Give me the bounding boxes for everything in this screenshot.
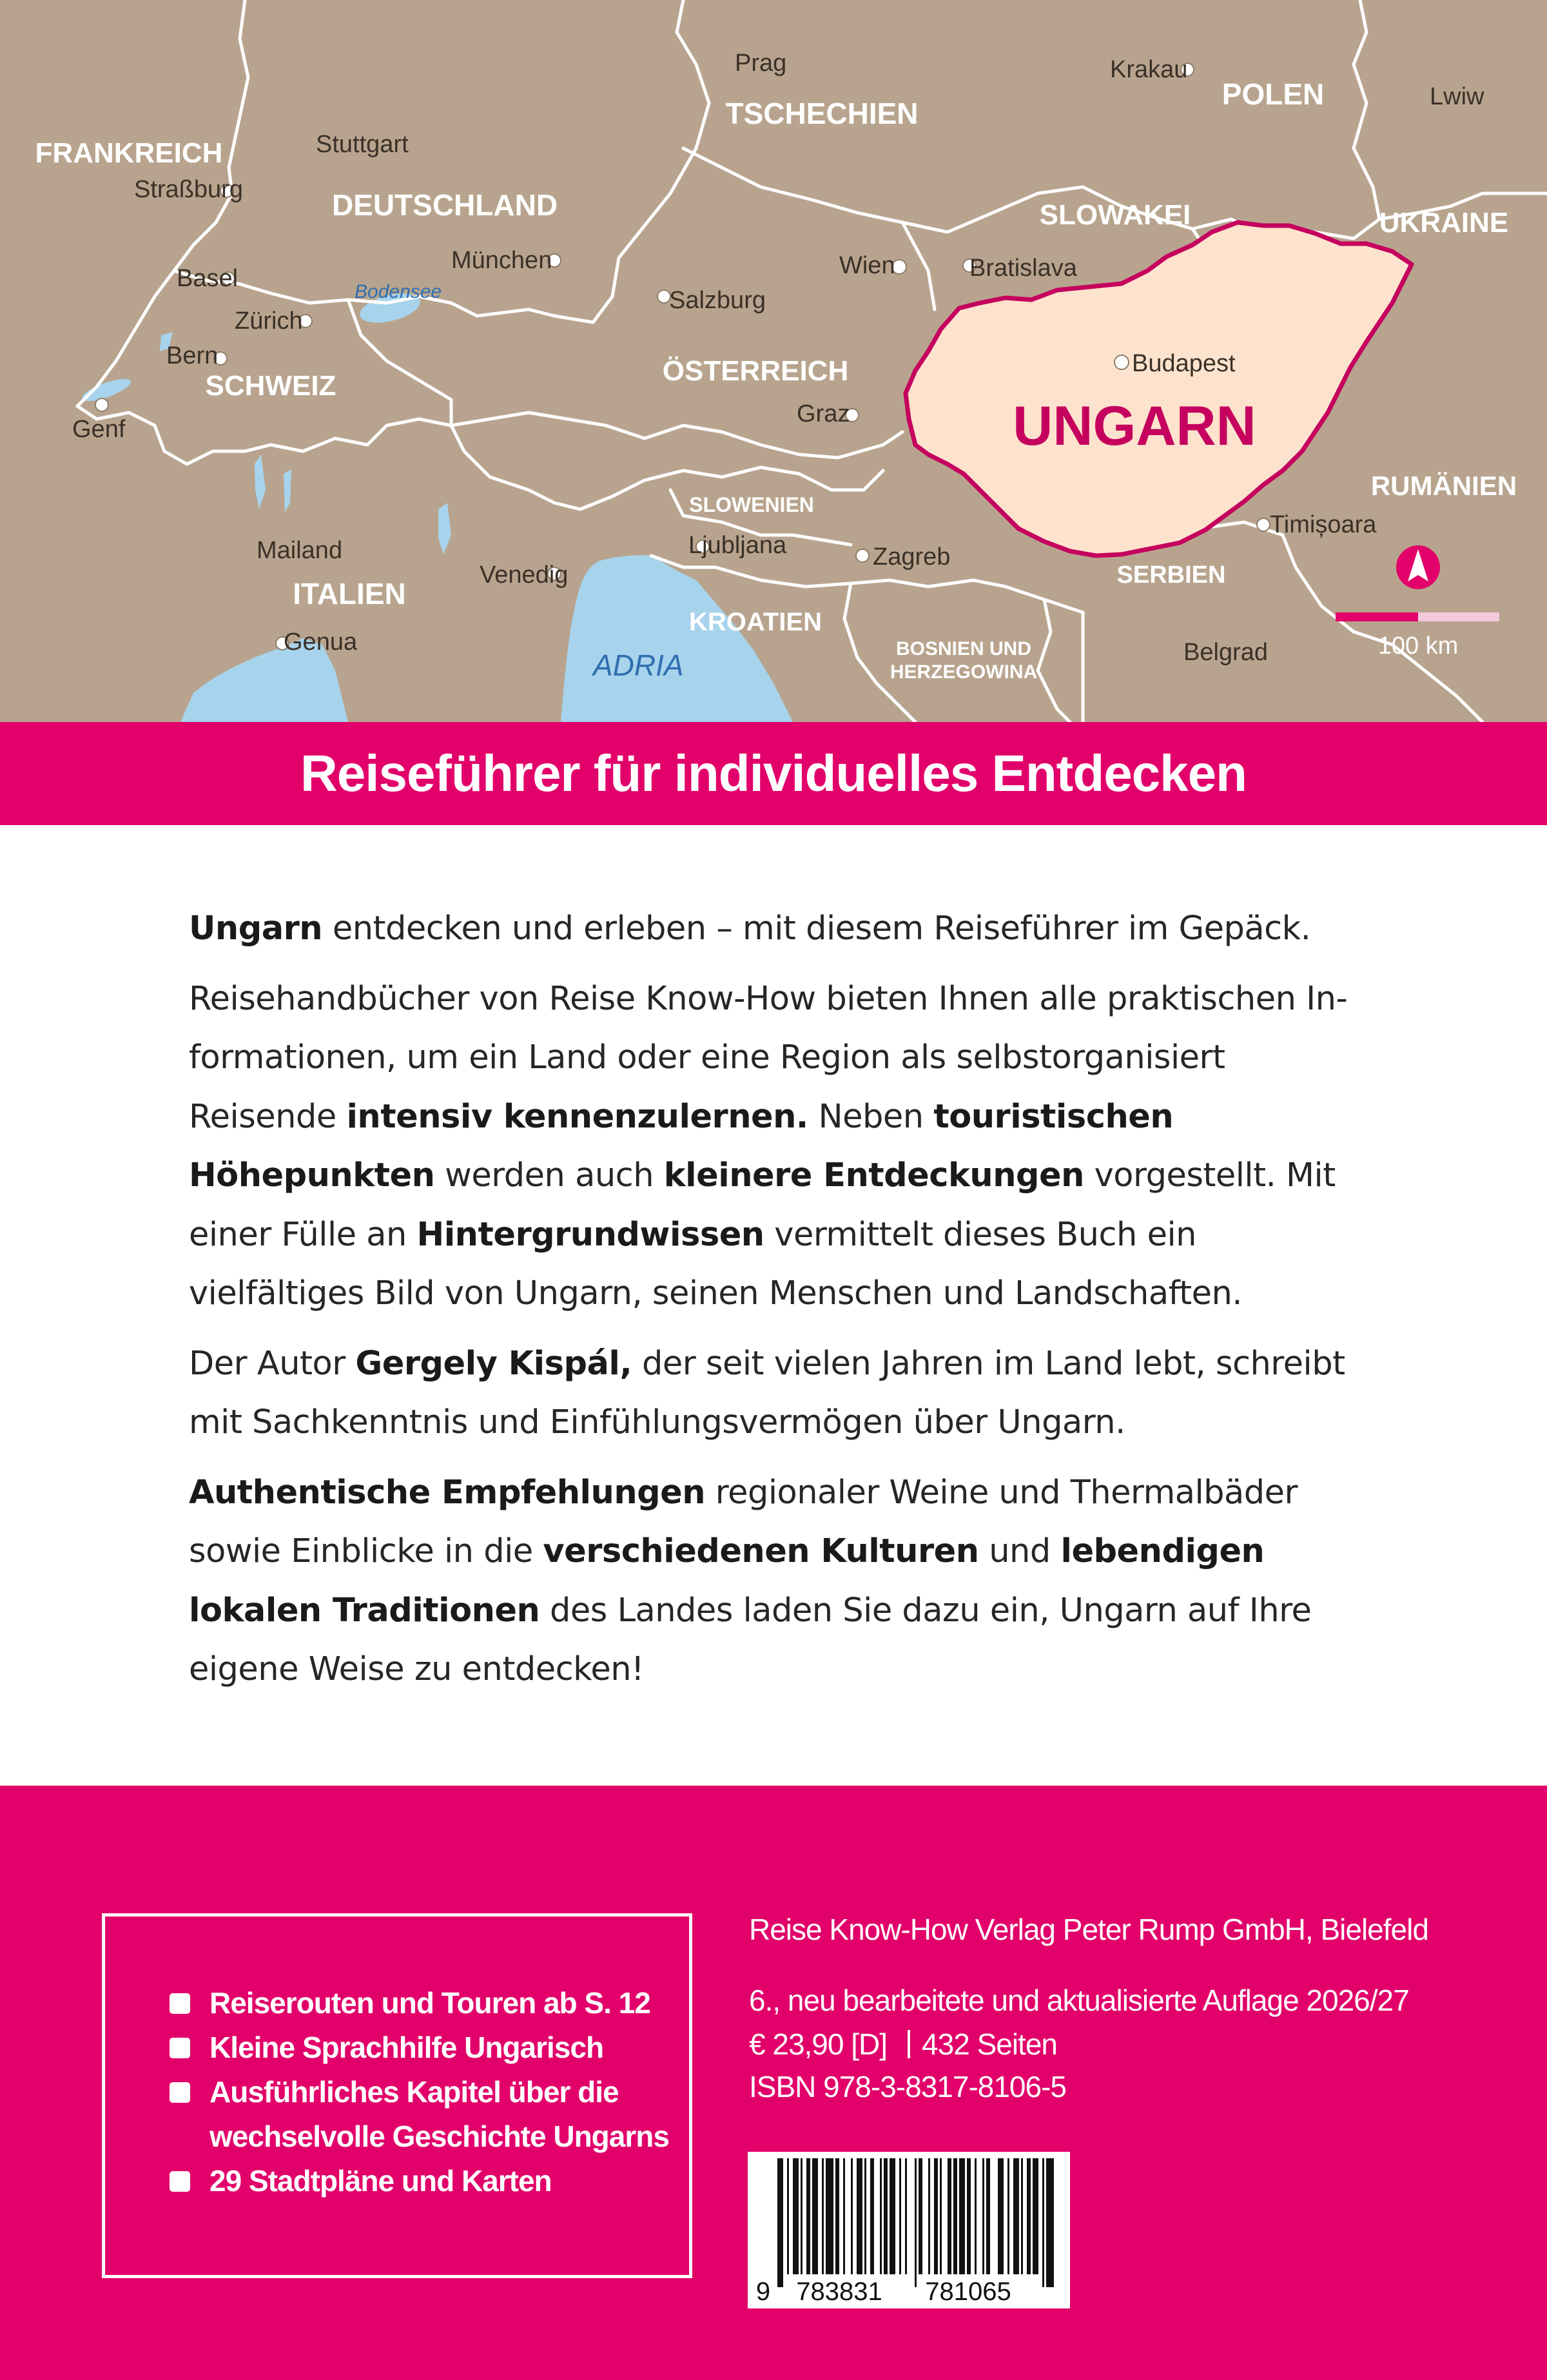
country-label: TSCHECHIEN	[725, 97, 919, 130]
barcode-bar	[806, 2158, 810, 2274]
country-label: SCHWEIZ	[205, 370, 336, 402]
bold-phrase: Hintergrundwissen	[416, 1215, 764, 1254]
city-label: Krakau	[1110, 56, 1188, 83]
country-label: ÖSTERREICH	[662, 355, 849, 387]
country-label: HERZEGOWINA	[890, 661, 1038, 683]
barcode-bar	[1021, 2158, 1023, 2274]
country-label: BOSNIEN UND	[895, 638, 1032, 659]
country-label: UKRAINE	[1379, 207, 1509, 239]
text-run: regionaler Weine und Thermalbäder sowie Einblicke in die	[189, 1473, 1298, 1570]
barcode-bar	[884, 2158, 888, 2274]
city-label: Lwiw	[1430, 83, 1484, 110]
square-bullet-icon	[170, 1993, 190, 2014]
city-label: Graz	[797, 400, 850, 427]
barcode-bar	[1033, 2158, 1038, 2274]
isbn: ISBN 978-3-8317-8106-5	[749, 2070, 1066, 2103]
water-label-adria: ADRIA	[593, 649, 684, 682]
barcode-bar	[835, 2158, 839, 2274]
feature-label: 29 Stadtpläne und Karten	[209, 2164, 552, 2198]
barcode-bar	[826, 2158, 833, 2274]
description	[189, 899, 1349, 1710]
city-label: Bratislava	[969, 255, 1077, 282]
city-label: Mailand	[257, 537, 343, 564]
edition-info: 6., neu bearbeitete und aktualisierte Auflage 2026/27	[749, 1984, 1409, 2017]
feature-item	[170, 2159, 669, 2203]
feature-item-continued	[170, 2114, 669, 2159]
text-run: werden auch	[434, 1156, 664, 1195]
city-label: München	[451, 247, 552, 274]
square-bullet-icon	[170, 2038, 190, 2058]
barcode-bar	[857, 2158, 862, 2274]
city-label: Basel	[177, 265, 238, 292]
city-label: Stuttgart	[316, 131, 409, 158]
text-run: vermittelt dieses Buch ein vielfältiges Bild von Ungarn, seinen Menschen und Landschaften.	[189, 1215, 1243, 1312]
north-arrow-icon	[1396, 545, 1440, 589]
city-label: Salzburg	[669, 287, 766, 314]
feature-item	[170, 2070, 669, 2114]
barcode-bar	[851, 2158, 853, 2274]
barcode-bar	[1027, 2158, 1031, 2274]
feature-label: Reiserouten und Touren ab S. 12	[209, 1986, 650, 2020]
barcode-graphic	[748, 2152, 1070, 2308]
barcode-bar	[919, 2158, 922, 2274]
barcode-bar	[1007, 2158, 1009, 2274]
paragraph	[189, 899, 1349, 959]
barcode-bar	[864, 2158, 866, 2274]
footer-band	[0, 1786, 1547, 2380]
paragraph	[189, 1463, 1349, 1699]
city-label: Venedig	[480, 561, 569, 589]
barcode-bar	[975, 2158, 977, 2274]
barcode-bar	[793, 2158, 799, 2274]
barcode-bar	[812, 2158, 818, 2274]
city-label: Zagreb	[873, 543, 951, 571]
bold-phrase: Gergely Kispál,	[355, 1344, 632, 1383]
country-label: FRANKREICH	[35, 137, 223, 169]
text-run: entdecken und erleben – mit diesem Reiseführer im Gepäck.	[322, 910, 1311, 948]
text-run: und	[978, 1532, 1061, 1570]
barcode-bar	[880, 2158, 882, 2274]
scale-bar	[1336, 612, 1499, 621]
barcode-bar	[1013, 2158, 1019, 2274]
barcode-digits: 781065	[925, 2278, 1011, 2306]
country-label: SLOWAKEI	[1039, 199, 1191, 231]
barcode-bar	[948, 2158, 951, 2274]
bold-phrase: lebendigen lokalen Traditionen	[189, 1532, 1265, 1630]
barcode-bar	[822, 2158, 824, 2274]
barcode-bar	[915, 2158, 917, 2287]
barcode-digit: 9	[755, 2278, 771, 2306]
publisher-name: Reise Know-How Verlag Peter Rump GmbH, Bielefeld	[749, 1913, 1428, 1946]
page-count: 432 Seiten	[922, 2027, 1058, 2061]
country-label: SERBIEN	[1116, 561, 1226, 589]
square-bullet-icon	[170, 2082, 190, 2103]
bold-phrase: touristischen Höhepunkten	[189, 1097, 1174, 1195]
text-run: Der Autor	[189, 1344, 356, 1383]
region-map	[0, 0, 1547, 722]
country-label-ungarn: UNGARN	[1013, 395, 1256, 457]
barcode-bar	[1042, 2158, 1044, 2287]
barcode-digits: 783831	[796, 2278, 882, 2306]
barcode-bar	[986, 2158, 990, 2274]
country-label: RUMÄNIEN	[1370, 471, 1517, 501]
city-label: Zürich	[235, 307, 303, 335]
scale-label: 100 km	[1377, 632, 1459, 659]
city-label: Belgrad	[1183, 639, 1268, 666]
bold-phrase: Ungarn	[189, 910, 323, 948]
barcode-bar	[928, 2158, 930, 2274]
barcode-bar	[959, 2158, 965, 2274]
city-label: Prag	[735, 50, 787, 77]
city-label: Budapest	[1132, 350, 1236, 377]
barcode-bar	[934, 2158, 938, 2274]
country-label: SLOWENIEN	[689, 493, 814, 516]
barcode-bar	[890, 2158, 895, 2274]
barcode-bar	[801, 2158, 803, 2274]
bold-phrase: verschiedenen Kulturen	[543, 1532, 979, 1570]
tagline-band	[0, 722, 1547, 825]
barcode-bar	[870, 2158, 874, 2274]
city-label: Timișoara	[1270, 511, 1377, 538]
city-label: Straßburg	[134, 176, 243, 203]
barcode-bar	[953, 2158, 957, 2274]
feature-item	[170, 2025, 669, 2070]
barcode-bar	[777, 2158, 783, 2287]
barcode-bar	[843, 2158, 845, 2274]
barcode-bar	[905, 2158, 907, 2274]
city-label: Bern	[166, 342, 219, 369]
text-run: des Landes laden Sie dazu ein, Ungarn auf Ihre eigene Weise zu entdecken!	[189, 1591, 1312, 1688]
barcode-bar	[998, 2158, 1004, 2274]
barcode-bar	[1046, 2158, 1054, 2287]
text-run: Reisehandbücher von Reise Know-How bieten Ihnen alle praktischen Informationen, um ein Land oder eine Region als selbstorganisiert Reisende	[189, 979, 1348, 1136]
city-label: Genua	[284, 629, 358, 656]
city-label: Wien	[839, 252, 895, 279]
price-pages	[749, 2027, 1057, 2062]
barcode-bar	[982, 2158, 984, 2274]
country-label: DEUTSCHLAND	[331, 188, 558, 222]
feature-label: wechselvolle Geschichte Ungarns	[209, 2120, 669, 2153]
separator	[908, 2030, 910, 2058]
bold-phrase: intensiv kennenzulernen.	[346, 1097, 808, 1136]
feature-list	[170, 1981, 669, 2203]
feature-label: Kleine Sprachhilfe Ungarisch	[209, 2031, 604, 2064]
city-label: Ljubljana	[688, 532, 787, 559]
country-label: ITALIEN	[293, 577, 406, 610]
barcode-bar	[899, 2158, 901, 2274]
feature-label: Ausführliches Kapitel über die	[209, 2075, 619, 2109]
water-label-bodensee: Bodensee	[355, 281, 442, 302]
tagline: Reiseführer für individuelles Entdecken	[300, 745, 1247, 802]
country-label: POLEN	[1221, 77, 1325, 111]
text-run: Neben	[808, 1097, 934, 1136]
text-run: der seit vielen Jahren im Land lebt, schreibt mit Sachkenntnis und Einfühlungsvermögen über Ungarn.	[189, 1344, 1345, 1441]
barcode-bar	[967, 2158, 971, 2274]
paragraph	[189, 970, 1349, 1323]
paragraph	[189, 1334, 1349, 1452]
feature-item	[170, 1981, 669, 2025]
barcode	[748, 2152, 1070, 2308]
price: € 23,90 [D]	[749, 2027, 888, 2061]
city-label: Genf	[72, 416, 126, 443]
country-label: KROATIEN	[689, 608, 822, 636]
bold-phrase: kleinere Entdeckungen	[663, 1156, 1084, 1195]
text-run: vorgestellt. Mit einer Fülle an	[189, 1156, 1336, 1254]
feature-box	[102, 1913, 692, 2278]
barcode-bar	[787, 2158, 789, 2274]
barcode-bar	[940, 2158, 942, 2274]
square-bullet-icon	[170, 2171, 190, 2192]
bold-phrase: Authentische Empfehlungen	[189, 1473, 706, 1512]
